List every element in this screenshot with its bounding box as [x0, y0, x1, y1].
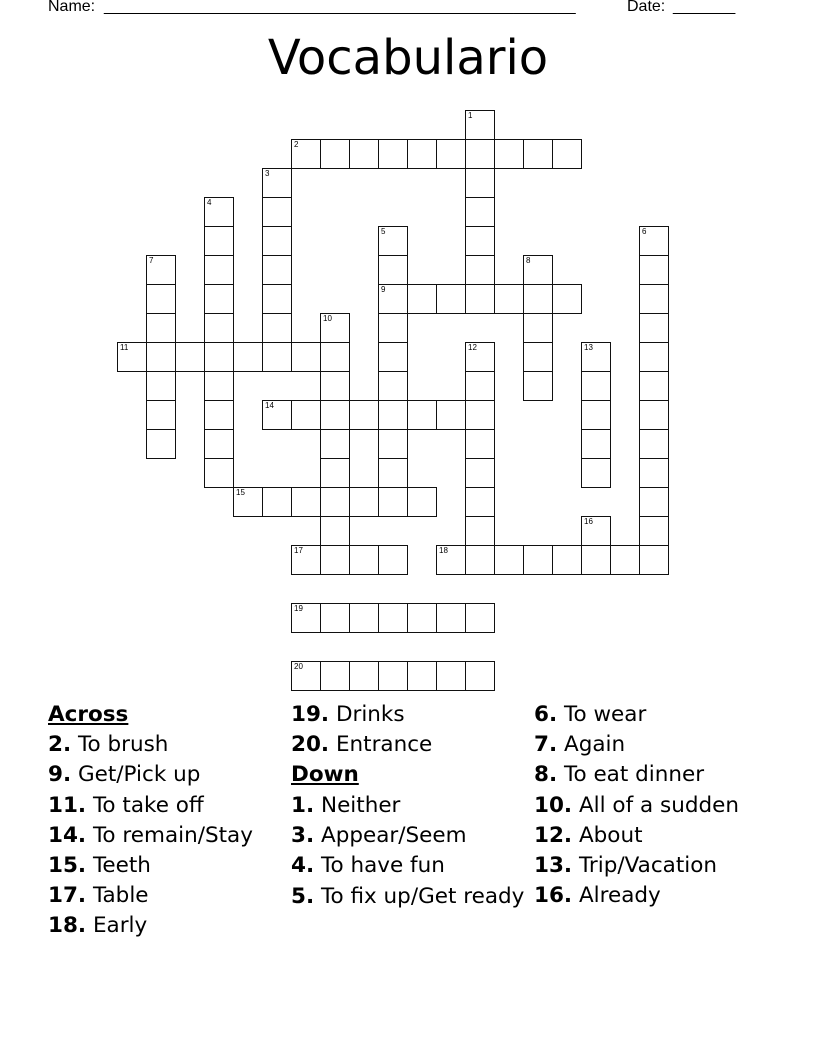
grid-cell[interactable] [639, 371, 669, 401]
grid-cell[interactable] [204, 313, 234, 343]
grid-cell[interactable] [262, 487, 292, 517]
grid-cell[interactable] [378, 255, 408, 285]
grid-cell[interactable] [378, 603, 408, 633]
grid-cell[interactable] [581, 371, 611, 401]
grid-cell[interactable] [320, 661, 350, 691]
grid-cell[interactable] [465, 342, 495, 372]
grid-cell[interactable] [639, 255, 669, 285]
clue-number: 11 [120, 343, 129, 352]
clue-across-2: 2. To brush [48, 732, 169, 758]
grid-cell[interactable] [407, 487, 437, 517]
grid-cell[interactable] [320, 342, 350, 372]
grid-cell[interactable] [610, 545, 640, 575]
grid-cell[interactable] [291, 342, 321, 372]
grid-cell[interactable] [523, 545, 553, 575]
grid-cell[interactable] [378, 139, 408, 169]
clue-down-12: 12. About [534, 822, 643, 848]
grid-cell[interactable] [436, 284, 466, 314]
clue-across-20: 20. Entrance [291, 732, 433, 758]
grid-cell[interactable] [320, 458, 350, 488]
clue-down-10: 10. All of a sudden [534, 792, 739, 818]
grid-cell[interactable] [204, 197, 234, 227]
grid-cell[interactable] [639, 516, 669, 546]
grid-cell[interactable] [465, 284, 495, 314]
grid-cell[interactable] [465, 226, 495, 256]
grid-cell[interactable] [465, 603, 495, 633]
clue-down-5: 5. To fix up/Get ready [291, 884, 525, 910]
grid-cell[interactable] [465, 458, 495, 488]
clue-across-19: 19. Drinks [291, 702, 405, 727]
grid-cell[interactable] [465, 545, 495, 575]
grid-cell[interactable] [407, 400, 437, 430]
grid-cell[interactable] [523, 313, 553, 343]
grid-cell[interactable] [349, 603, 379, 633]
grid-cell[interactable] [581, 429, 611, 459]
grid-cell[interactable] [291, 139, 321, 169]
grid-cell[interactable] [523, 284, 553, 314]
name-label: Name: [48, 0, 96, 15]
grid-cell[interactable] [204, 400, 234, 430]
clue-number: 8 [526, 256, 531, 265]
grid-cell[interactable] [378, 371, 408, 401]
grid-cell[interactable] [465, 168, 495, 198]
clue-number: 6 [642, 227, 647, 236]
grid-cell[interactable] [320, 371, 350, 401]
grid-cell[interactable] [378, 342, 408, 372]
grid-cell[interactable] [523, 139, 553, 169]
grid-cell[interactable] [523, 255, 553, 285]
grid-cell[interactable] [262, 400, 292, 430]
grid-cell[interactable] [378, 487, 408, 517]
clue-number: 15 [236, 488, 245, 497]
clue-across-9: 9. Get/Pick up [48, 762, 201, 788]
grid-cell[interactable] [291, 487, 321, 517]
clue-down-6: 6. To wear [534, 702, 647, 727]
grid-cell[interactable] [465, 371, 495, 401]
clue-number: 3 [265, 169, 270, 178]
grid-cell[interactable] [204, 429, 234, 459]
date-line[interactable]: _______ [673, 0, 736, 15]
clue-across-11: 11. To take off [48, 792, 204, 818]
grid-cell[interactable] [552, 139, 582, 169]
grid-cell[interactable] [465, 255, 495, 285]
grid-cell[interactable] [349, 139, 379, 169]
grid-cell[interactable] [349, 400, 379, 430]
grid-cell[interactable] [436, 603, 466, 633]
grid-cell[interactable] [581, 516, 611, 546]
grid-cell[interactable] [465, 400, 495, 430]
clue-across-18: 18. Early [48, 913, 148, 939]
grid-cell[interactable] [436, 400, 466, 430]
grid-cell[interactable] [378, 429, 408, 459]
grid-cell[interactable] [552, 284, 582, 314]
clue-number: 20 [294, 662, 303, 671]
grid-cell[interactable] [146, 313, 176, 343]
grid-cell[interactable] [320, 516, 350, 546]
clue-number: 1 [468, 111, 473, 120]
clue-across-17: 17. Table [48, 883, 149, 909]
grid-cell[interactable] [262, 313, 292, 343]
grid-cell[interactable] [117, 342, 147, 372]
grid-cell[interactable] [581, 400, 611, 430]
grid-cell[interactable] [494, 284, 524, 314]
grid-cell[interactable] [407, 284, 437, 314]
clue-down-7: 7. Again [534, 732, 626, 758]
clue-column-2 [291, 700, 531, 909]
grid-cell[interactable] [291, 400, 321, 430]
grid-cell[interactable] [291, 661, 321, 691]
clue-number: 13 [584, 343, 593, 352]
grid-cell[interactable] [581, 545, 611, 575]
grid-cell[interactable] [320, 487, 350, 517]
grid-cell[interactable] [436, 545, 466, 575]
grid-cell[interactable] [639, 226, 669, 256]
clue-number: 16 [584, 517, 593, 526]
grid-cell[interactable] [581, 342, 611, 372]
grid-cell[interactable] [378, 545, 408, 575]
grid-cell[interactable] [146, 342, 176, 372]
clue-number: 19 [294, 604, 303, 613]
grid-cell[interactable] [523, 371, 553, 401]
clue-down-8: 8. To eat dinner [534, 762, 705, 788]
clue-number: 4 [207, 198, 212, 207]
grid-cell[interactable] [320, 313, 350, 343]
page-title: Vocabulario [267, 30, 549, 86]
grid-cell[interactable] [639, 342, 669, 372]
grid-cell[interactable] [465, 429, 495, 459]
grid-cell[interactable] [146, 255, 176, 285]
grid-cell[interactable] [262, 255, 292, 285]
grid-cell[interactable] [146, 371, 176, 401]
clue-number: 18 [439, 546, 448, 555]
grid-cell[interactable] [581, 458, 611, 488]
grid-cell[interactable] [552, 545, 582, 575]
clue-column-3 [534, 700, 774, 911]
grid-cell[interactable] [378, 284, 408, 314]
grid-cell[interactable] [291, 603, 321, 633]
grid-cell[interactable] [465, 516, 495, 546]
clue-across-14: 14. To remain/Stay [48, 822, 253, 848]
grid-cell[interactable] [349, 487, 379, 517]
grid-cell[interactable] [204, 342, 234, 372]
grid-cell[interactable] [146, 429, 176, 459]
clue-number: 17 [294, 546, 303, 555]
grid-cell[interactable] [378, 226, 408, 256]
clue-down-13: 13. Trip/Vacation [534, 853, 718, 879]
grid-cell[interactable] [204, 458, 234, 488]
grid-cell[interactable] [349, 545, 379, 575]
grid-cell[interactable] [204, 226, 234, 256]
grid-cell[interactable] [262, 342, 292, 372]
down-heading: Down [291, 762, 359, 788]
grid-cell[interactable] [378, 458, 408, 488]
grid-cell[interactable] [262, 284, 292, 314]
grid-cell[interactable] [639, 545, 669, 575]
name-line[interactable]: _____________________________________________________ [104, 0, 576, 15]
grid-cell[interactable] [465, 197, 495, 227]
clue-down-16: 16. Already [534, 883, 661, 909]
date-label: Date: [627, 0, 666, 15]
grid-cell[interactable] [436, 661, 466, 691]
grid-cell[interactable] [204, 255, 234, 285]
grid-cell[interactable] [465, 110, 495, 140]
clue-number: 14 [265, 401, 274, 410]
grid-cell[interactable] [378, 400, 408, 430]
clue-down-3: 3. Appear/Seem [291, 822, 467, 848]
grid-cell[interactable] [494, 139, 524, 169]
grid-cell[interactable] [146, 284, 176, 314]
grid-cell[interactable] [639, 284, 669, 314]
clue-number: 5 [381, 227, 386, 236]
grid-cell[interactable] [262, 197, 292, 227]
grid-cell[interactable] [465, 139, 495, 169]
grid-cell[interactable] [639, 313, 669, 343]
grid-cell[interactable] [262, 226, 292, 256]
grid-cell[interactable] [320, 400, 350, 430]
across-heading: Across [48, 702, 129, 727]
clue-number: 12 [468, 343, 477, 352]
grid-cell[interactable] [320, 429, 350, 459]
grid-cell[interactable] [204, 371, 234, 401]
grid-cell[interactable] [407, 603, 437, 633]
grid-cell[interactable] [465, 487, 495, 517]
grid-cell[interactable] [523, 342, 553, 372]
grid-cell[interactable] [175, 342, 205, 372]
grid-cell[interactable] [349, 661, 379, 691]
grid-cell[interactable] [233, 487, 263, 517]
grid-cell[interactable] [639, 400, 669, 430]
clue-column-1 [48, 700, 288, 942]
clue-number: 10 [323, 314, 332, 323]
grid-cell[interactable] [378, 661, 408, 691]
grid-cell[interactable] [291, 545, 321, 575]
grid-cell[interactable] [320, 603, 350, 633]
grid-cell[interactable] [320, 139, 350, 169]
grid-cell[interactable] [639, 429, 669, 459]
grid-cell[interactable] [465, 661, 495, 691]
grid-cell[interactable] [146, 400, 176, 430]
clue-number: 7 [149, 256, 154, 265]
grid-cell[interactable] [639, 487, 669, 517]
grid-cell[interactable] [407, 661, 437, 691]
grid-cell[interactable] [320, 545, 350, 575]
grid-cell[interactable] [436, 139, 466, 169]
grid-cell[interactable] [378, 313, 408, 343]
grid-cell[interactable] [639, 458, 669, 488]
clue-number: 2 [294, 140, 299, 149]
grid-cell[interactable] [204, 284, 234, 314]
clue-number: 9 [381, 285, 386, 294]
grid-cell[interactable] [233, 342, 263, 372]
clue-down-1: 1. Neither [291, 792, 401, 818]
grid-cell[interactable] [407, 139, 437, 169]
grid-cell[interactable] [494, 545, 524, 575]
clue-down-4: 4. To have fun [291, 853, 445, 879]
grid-cell[interactable] [262, 168, 292, 198]
clue-across-15: 15. Teeth [48, 853, 151, 879]
